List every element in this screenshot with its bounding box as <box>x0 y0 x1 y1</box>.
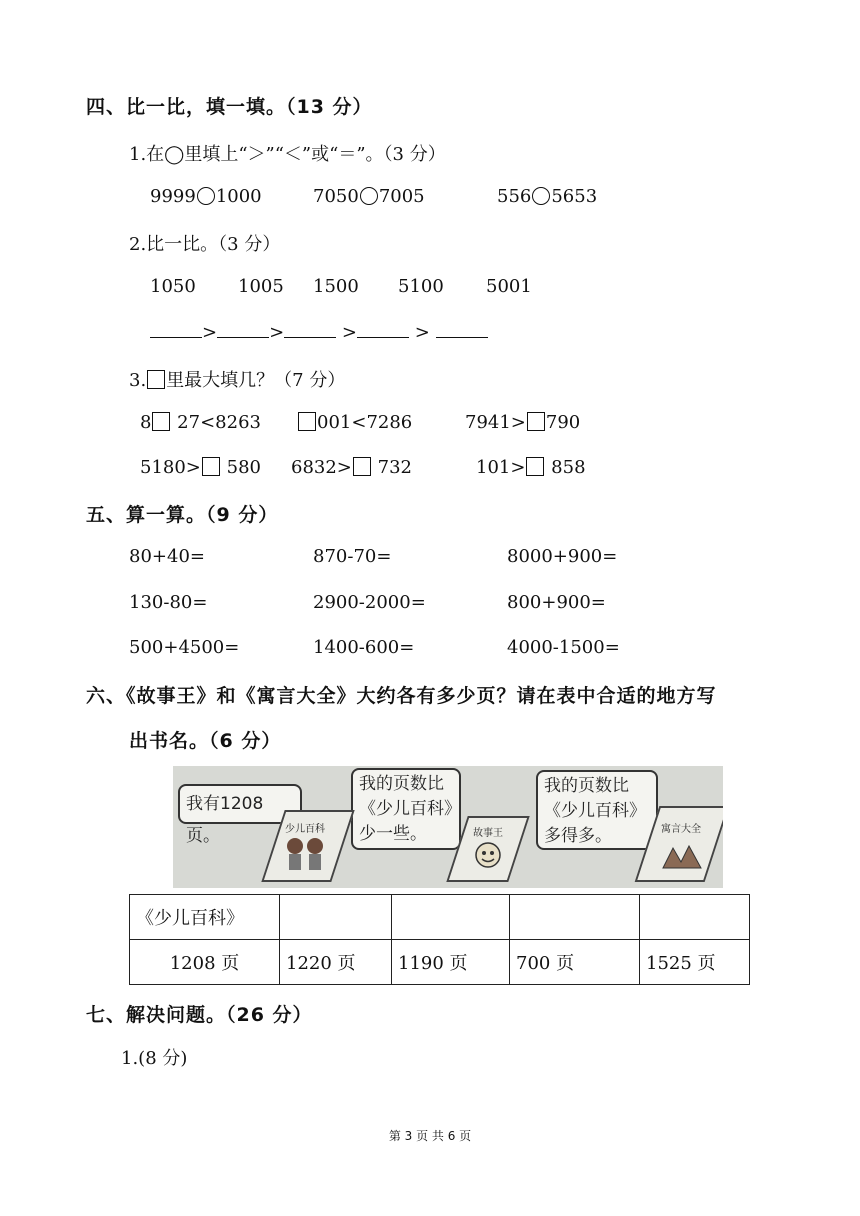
answer-box[interactable] <box>152 412 170 431</box>
compare-right: 1000 <box>215 186 262 207</box>
calc-item: 80+40= <box>129 546 205 567</box>
speech-bubble-3 <box>536 770 658 850</box>
compare-right: 5653 <box>551 186 598 207</box>
calc-item: 800+900= <box>507 592 606 613</box>
table-row <box>130 895 750 940</box>
calc-item: 500+4500= <box>129 637 240 658</box>
fill-item-2 <box>297 412 412 433</box>
section7-title: 七、解决问题。（26 分） <box>86 1004 313 1026</box>
table-cell: 1190 页 <box>392 940 510 985</box>
fill-item-1 <box>140 412 261 433</box>
table-row <box>130 940 750 985</box>
fill-before: 6832> <box>291 457 352 478</box>
greater-sign: > <box>202 322 218 343</box>
fill-item-5 <box>291 457 412 478</box>
compare-left: 556 <box>497 186 532 207</box>
fill-after: 001<7286 <box>317 412 413 433</box>
answer-box[interactable] <box>298 412 316 431</box>
answer-box[interactable] <box>526 457 544 476</box>
bubble-text: 《少儿百科》 <box>544 801 646 821</box>
answer-circle[interactable] <box>197 187 215 205</box>
books-illustration <box>173 766 723 888</box>
table-cell: 1208 页 <box>130 940 280 985</box>
fill-after: 858 <box>545 457 586 478</box>
page-footer: 第 3 页 共 6 页 <box>388 1129 472 1143</box>
calc-item: 1400-600= <box>313 637 415 658</box>
fill-item-3 <box>465 412 580 433</box>
number-1500: 1500 <box>313 276 359 297</box>
answer-blank[interactable] <box>357 323 409 338</box>
table-cell: 1525 页 <box>640 940 750 985</box>
answer-circle[interactable] <box>532 187 550 205</box>
answer-blank[interactable] <box>284 323 336 338</box>
q3-number: 3. <box>129 370 147 391</box>
fill-before: 5180> <box>140 457 201 478</box>
answer-blank[interactable] <box>217 323 269 338</box>
book-title-3: 寓言大全 <box>661 824 701 835</box>
section5-title: 五、算一算。（9 分） <box>86 504 279 526</box>
fill-after: 732 <box>371 457 412 478</box>
pages-table <box>129 894 750 985</box>
q2-title: 2.比一比。（3 分） <box>129 234 281 255</box>
section6-title-line1: 六、《故事王》和《寓言大全》大约各有多少页？请在表中合适的地方写 <box>86 685 717 707</box>
number-5001: 5001 <box>486 276 532 297</box>
answer-blank[interactable] <box>150 323 202 338</box>
fill-item-6 <box>476 457 586 478</box>
square-icon <box>147 370 165 389</box>
number-5100: 5100 <box>398 276 444 297</box>
q3-text: 里最大填几？（7 分） <box>166 370 346 391</box>
fill-after: 580 <box>220 457 261 478</box>
table-cell: 《少儿百科》 <box>130 895 280 940</box>
ordering-blanks <box>150 322 488 343</box>
calc-item: 4000-1500= <box>507 637 620 658</box>
answer-box[interactable] <box>202 457 220 476</box>
bubble-text: 我有1208页。 <box>186 794 264 846</box>
calc-item: 2900-2000= <box>313 592 426 613</box>
compare-item-2 <box>313 186 425 207</box>
children-icon <box>281 832 331 876</box>
table-cell-blank[interactable] <box>640 895 750 940</box>
bubble-text: 我的页数比 <box>544 776 629 796</box>
speech-bubble-2 <box>351 768 461 850</box>
number-1050: 1050 <box>150 276 196 297</box>
bubble-text: 《少儿百科》 <box>359 799 461 819</box>
book-title-1: 少儿百科 <box>285 824 325 835</box>
fill-item-4 <box>140 457 261 478</box>
section6-title-line2: 出书名。（6 分） <box>129 730 282 752</box>
table-cell-blank[interactable] <box>280 895 392 940</box>
compare-left: 7050 <box>313 186 359 207</box>
q1-title: 1.在◯里填上“＞”“＜”或“＝”。（3 分） <box>129 144 446 165</box>
greater-sign: > <box>414 322 430 343</box>
book-title-2: 故事王 <box>473 828 503 839</box>
greater-sign: > <box>341 322 358 343</box>
answer-box[interactable] <box>353 457 371 476</box>
compare-left: 9999 <box>150 186 196 207</box>
fill-before: 8 <box>140 412 152 433</box>
compare-item-1 <box>150 186 262 207</box>
answer-box[interactable] <box>527 412 545 431</box>
fill-before: 101> <box>476 457 526 478</box>
bubble-text: 多得多。 <box>544 826 612 846</box>
bubble-text: 我的页数比 <box>359 774 444 794</box>
table-cell-blank[interactable] <box>392 895 510 940</box>
answer-circle[interactable] <box>360 187 378 205</box>
compare-item-3 <box>497 186 597 207</box>
compare-right: 7005 <box>378 186 425 207</box>
answer-blank[interactable] <box>436 323 488 338</box>
calc-item: 870-70= <box>313 546 392 567</box>
cartoon-face-icon <box>471 838 505 872</box>
section7-q1: 1.(8 分) <box>121 1048 188 1069</box>
q3-title <box>129 366 345 392</box>
number-1005: 1005 <box>238 276 284 297</box>
table-cell-blank[interactable] <box>510 895 640 940</box>
calc-item: 8000+900= <box>507 546 618 567</box>
bubble-text: 少一些。 <box>359 824 427 844</box>
fill-after: 790 <box>545 412 581 433</box>
calc-item: 130-80= <box>129 592 208 613</box>
fill-after: 27<8263 <box>171 412 261 433</box>
animals-icon <box>659 836 705 876</box>
fill-before: 7941> <box>465 412 526 433</box>
table-cell: 1220 页 <box>280 940 392 985</box>
table-cell: 700 页 <box>510 940 640 985</box>
greater-sign: > <box>269 322 285 343</box>
section4-title: 四、比一比，填一填。（13 分） <box>86 96 373 118</box>
